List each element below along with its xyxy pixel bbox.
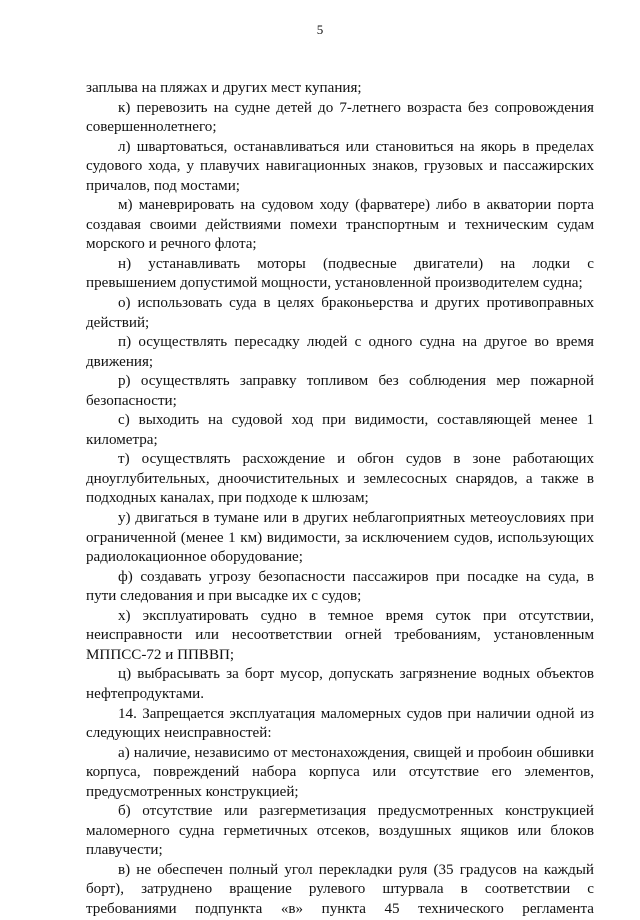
paragraph: заплыва на пляжах и других мест купания; <box>86 80 362 96</box>
paragraph: 14. Запрещается эксплуатация маломерных судов при наличии одной из следующих неисправностей: <box>86 705 594 742</box>
paragraph: т) осуществлять расхождение и обгон судов в зоне работающих дноуглубительных, дноочистительных и землесосных снарядов, а также в подходных каналах, при подходе к шлюзам; <box>86 451 594 507</box>
paragraph: в) не обеспечен полный угол перекладки руля (35 градусов на каждый борт), затруднено вращение рулевого штурвала в соответствии с требованиями подпункта «в» пункта 45 технического регламента <box>86 861 594 917</box>
paragraph: л) швартоваться, останавливаться или становиться на якорь в пределах судового хода, у плавучих навигационных знаков, грузовых и пассажирских причалов, под мостами; <box>86 138 594 194</box>
paragraph: н) устанавливать моторы (подвесные двигатели) на лодки с превышением допустимой мощности, установленной производителем судна; <box>86 255 594 292</box>
paragraph: б) отсутствие или разгерметизация предусмотренных конструкцией маломерного судна герметичных отсеков, воздушных ящиков или блоков плавучести; <box>86 803 594 859</box>
paragraph: р) осуществлять заправку топливом без соблюдения мер пожарной безопасности; <box>86 373 594 409</box>
paragraph: у) двигаться в тумане или в других неблагоприятных метеоусловиях при ограниченной (менее 1 км) видимости, за исключением судов, использующих радиолокационное оборудование; <box>86 510 594 566</box>
paragraph: о) использовать суда в целях браконьерства и других противоправных действий; <box>86 295 594 331</box>
document-body <box>86 79 594 920</box>
paragraph: ц) выбрасывать за борт мусор, допускать загрязнение водных объектов нефтепродуктами. <box>86 666 594 702</box>
paragraph: а) наличие, независимо от местонахождения, свищей и пробоин обшивки корпуса, повреждений набора корпуса или отсутствие его элементов, предусмотренных конструкцией; <box>86 744 594 800</box>
paragraph: п) осуществлять пересадку людей с одного судна на другое во время движения; <box>86 334 594 370</box>
paragraph: с) выходить на судовой ход при видимости, составляющей менее 1 километра; <box>86 412 594 448</box>
paragraph: ф) создавать угрозу безопасности пассажиров при посадке на суда, в пути следования и при высадке их с судов; <box>86 568 594 605</box>
paragraph: м) маневрировать на судовом ходу (фарватере) либо в акватории порта создавая своими действиями помехи транспортным и техническим судам морского и речного флота; <box>86 197 594 253</box>
page-number: 5 <box>316 22 324 37</box>
paragraph: к) перевозить на судне детей до 7-летнего возраста без сопровождения совершеннолетнего; <box>86 99 594 136</box>
paragraph: х) эксплуатировать судно в темное время суток при отсутствии, неисправности или несоответствии огней требованиям, установленным МППСС-72 и ППВВП; <box>86 607 594 663</box>
